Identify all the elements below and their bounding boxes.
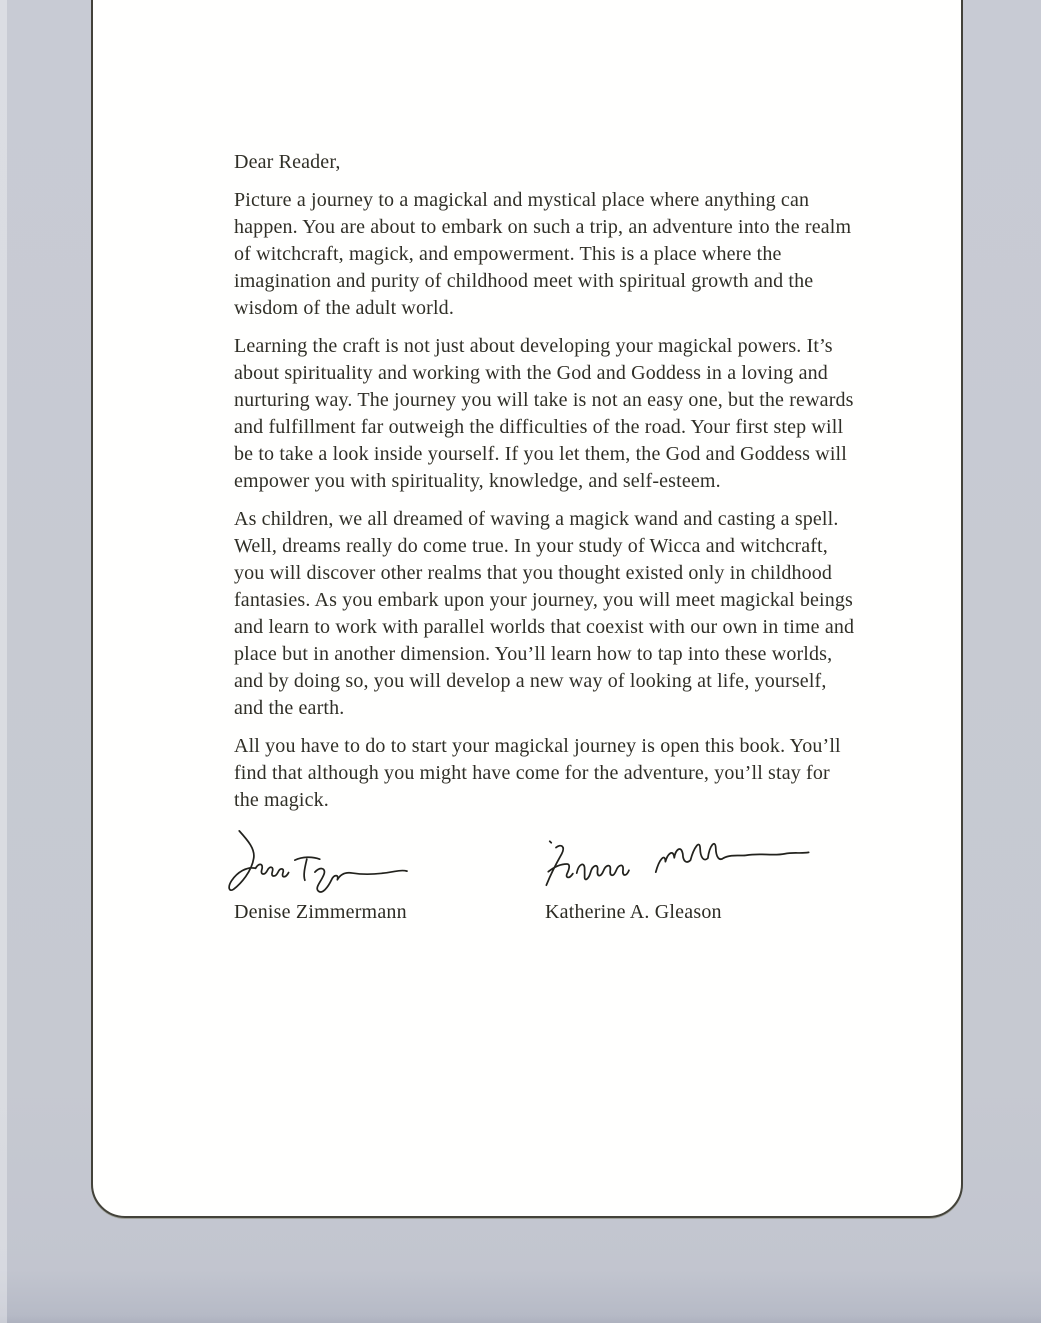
- letter-paragraph-1: Picture a journey to a magickal and mystical place where anything can happen. You are about to embark on such a trip, an adventure into the realm of witchcraft, magick, and empowerment. This is a place where the imagination and purity of childhood meet with spiritual growth and the wisdom of the adult world.: [234, 189, 852, 319]
- letter-paragraph-3: As children, we all dreamed of waving a magick wand and casting a spell. Well, dreams really do come true. In your study of Wicca and witchcraft, you will discover other realms that you thought existed only in childhood fantasies. As you embark upon your journey, you will meet magickal beings and learn to work with parallel worlds that coexist with our own in time and place but in another dimension. You’ll learn how to tap into these worlds, and by doing so, you will develop a new way of looking at life, yourself, and the earth.: [234, 508, 855, 719]
- letter-content: [234, 149, 856, 926]
- signer-katherine: [545, 828, 856, 926]
- denise-zimmermann-signature-icon: [218, 828, 410, 897]
- signer-denise: [234, 828, 545, 926]
- katherine-gleason-signature-icon: [542, 834, 812, 892]
- signer-name-denise: Denise Zimmermann: [234, 901, 407, 923]
- salutation: Dear Reader,: [234, 151, 341, 173]
- signature-block: [234, 828, 856, 926]
- letter-page: [91, 0, 963, 1218]
- letter-paragraph-2: Learning the craft is not just about developing your magickal powers. It’s about spirituality and working with the God and Goddess in a loving and nurturing way. The journey you will take is not an easy one, but the rewards and fulfillment far outweigh the difficulties of the road. Your first step will be to take a look inside yourself. If you let them, the God and Goddess will empower you with spirituality, knowledge, and self-esteem.: [234, 335, 854, 492]
- letter-paragraph-4: All you have to do to start your magickal journey is open this book. You’ll find that although you might have come for the adventure, you’ll stay for the magick.: [234, 735, 841, 811]
- signer-name-katherine: Katherine A. Gleason: [545, 901, 722, 923]
